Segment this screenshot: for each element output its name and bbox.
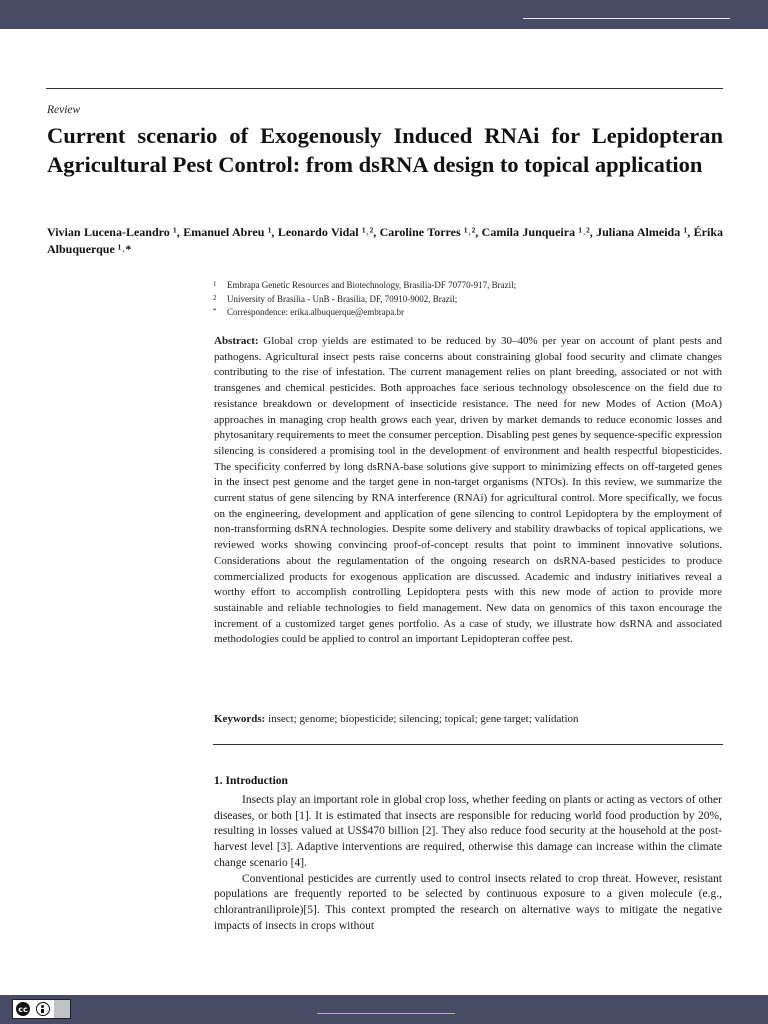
keywords — [214, 712, 722, 727]
article-title: Current scenario of Exogenously Induced RNAi for Lepidopteran Agricultural Pest Control: from dsRNA design to topical application — [47, 123, 723, 177]
abstract-text: Global crop yields are estimated to be reduced by 30–40% per year on account of plant pests and pathogens. Agricultural insect pests raise concerns about constraining global food security and climate changes contributing to the rise of infestation. The current management relies on plant breeding, associated or not with transgenes and chemical pesticides. Both approaches face serious technology obsolescence on the field due to resistance breakdown or development of insecticide resistance. The need for new Modes of Action (MoA) approaches in managing crop health grows each year, driven by market demands to reduce economic losses and phytosanitary requirements to meet the consumer perception. Disabling pest genes by sequence-specific expression silencing is considered a promising tool in the development of environment and health respectful biopesticides. The specificity conferred by long dsRNA-base solutions give support to minimizing effects on off-targeted genes in the insect pest genome and the target gene in non-target organisms (NTOs). In this review, we summarize the current status of gene silencing by RNA interference (RNAi) for agricultural control. More specifically, we focus on the engineering, development and application of gene silencing to control Lepidoptera by the employment of non-transforming dsRNA technologies. Despite some delivery and stability drawbacks of topical applications, we reviewed works showing convincing proof-of-concept results that point to imminent innovative solutions. Considerations about the regulamentation of the ongoing research on dsRNA-based pesticides to produce commercialized products for exogenous application are discussed. Academic and industry initiatives reveal a worthy effort to accomplish controlling Lepidoptera pests with this new mode of action to provide more sustainable and reliable technologies to field management. New data on genomics of this taxon encourage the increment of a customized target genes portfolio. As a case of study, we illustrate how dsRNA and associated methodologies could be applied to control an important Lepidopteran coffee pest. — [214, 335, 723, 646]
keywords-text: insect; genome; biopesticide; silencing; topical; gene target; validation — [268, 713, 579, 725]
affiliation-mark: 1 — [213, 280, 217, 288]
affiliation-text: Embrapa Genetic Resources and Biotechnology, Brasilia-DF 70770-917, Brazil; — [227, 280, 517, 290]
correspondence-item — [213, 306, 516, 320]
footer-bar — [0, 995, 768, 1024]
header-rule — [523, 18, 730, 19]
introduction-body — [214, 793, 722, 934]
article-type-label: Review — [47, 104, 81, 116]
author-list: Vivian Lucena-Leandro ¹, Emanuel Abreu ¹, Leonardo Vidal ¹˒², Caroline Torres ¹˒², Camila Junqueira ¹˒², Juliana Almeida ¹, Érika Albuquerque ¹˒* — [47, 225, 723, 256]
abstract — [214, 334, 722, 648]
header-bar — [0, 0, 768, 29]
attribution-icon — [36, 1002, 50, 1016]
by-label-box — [54, 1000, 70, 1018]
correspondence-text: Correspondence: erika.albuquerque@embrapa.br — [227, 307, 404, 317]
affiliation-item — [213, 279, 516, 293]
cc-logo-icon: cc — [16, 1002, 30, 1016]
abstract-label: Abstract: — [214, 335, 259, 347]
affiliation-mark: 2 — [213, 293, 217, 302]
footer-rule — [317, 1013, 455, 1014]
section-divider — [213, 744, 723, 745]
section-heading: 1. Introduction — [214, 775, 288, 787]
keywords-label: Keywords: — [214, 713, 266, 725]
top-divider — [46, 88, 723, 89]
body-paragraph: Conventional pesticides are currently used to control insects related to crop threat. However, resistant populations are frequently reported to be selected by continuous exposure to a given molecule (e.g., chlorantraniliprole)[5]. This context prompted the research on alternative ways to mitigate the negative impacts of insects in crops without — [214, 872, 722, 932]
cc-by-icon[interactable] — [12, 999, 71, 1019]
affiliation-mark: * — [213, 307, 217, 315]
body-paragraph: Insects play an important role in global crop loss, whether feeding on plants or acting as vectors of other diseases, or both [1]. It is estimated that insects are responsible for reducing world food production by 20%, resulting in losses valued at US$470 billion [2]. They also reduce food security at the household at the post-harvest level [3]. Adaptive interventions are required, otherwise this damage can increase within the climate change scenario [4]. — [214, 794, 722, 869]
affiliation-text: University of Brasilia - UnB - Brasilia, DF, 70910-9002, Brazil; — [227, 293, 458, 304]
affiliations — [213, 279, 516, 320]
affiliation-item — [213, 293, 516, 307]
